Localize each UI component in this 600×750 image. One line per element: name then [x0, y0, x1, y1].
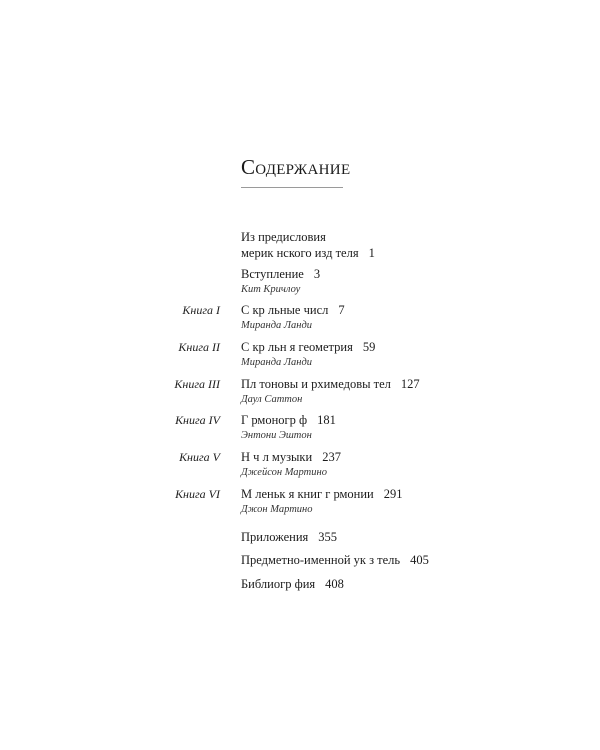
toc-entry-title-text: Пл тоновы и рхимедовы тел	[241, 377, 391, 391]
toc-entry-book-label: Книга II	[178, 340, 220, 354]
toc-entry-title	[241, 412, 336, 428]
page-title: Содержание	[241, 155, 351, 179]
toc-entry-book-label: Книга I	[182, 303, 220, 317]
toc-entry-title-continued	[241, 245, 375, 261]
toc-entry-title-text: Н ч л музыки	[241, 450, 313, 464]
toc-entry-author: Джон Мартино	[241, 504, 313, 515]
toc-entry-title-text: Предметно-именной ук з тель	[241, 553, 401, 567]
toc-entry-author: Энтони Эштон	[241, 430, 312, 441]
toc-entry-author: Джейсон Мартино	[241, 467, 327, 478]
toc-entry-page: 7	[338, 303, 345, 317]
toc-entry-title-line1: Из предисловия	[241, 230, 326, 244]
toc-entry-title	[241, 576, 344, 592]
toc-entry-author: Кит Кричлоу	[241, 284, 301, 295]
toc-entry-title-text: С кр льные числ	[241, 303, 329, 317]
toc-entry-title-text: Приложения	[241, 530, 309, 544]
toc-entry-page: 1	[368, 246, 375, 260]
toc-entry-page: 291	[383, 487, 403, 501]
toc-entry-author: Миранда Ланди	[241, 357, 313, 368]
toc-entry-title	[241, 376, 420, 392]
toc-entry-book-label: Книга VI	[175, 487, 220, 501]
toc-entry-title-text: Вступление	[241, 267, 304, 281]
toc-entry-title-line2: мерик нского изд теля	[241, 246, 359, 260]
toc-entry-title	[241, 529, 337, 545]
toc-entry-title	[241, 552, 429, 568]
toc-entry-page: 181	[317, 413, 336, 427]
toc-entry-title-text: Библиогр фия	[241, 577, 316, 591]
toc-entry-title	[241, 449, 341, 465]
toc-entry-title	[241, 266, 320, 282]
toc-entry-title-text: С кр льн я геометрия	[241, 340, 353, 354]
toc-entry-author: Миранда Ланди	[241, 320, 313, 331]
toc-entry-page: 408	[325, 577, 344, 591]
toc-entry-page: 3	[313, 267, 321, 281]
toc-entry-title-text: М леньк я книг г рмонии	[241, 487, 374, 501]
toc-entry-book-label: Книга V	[179, 450, 220, 464]
toc-entry-page: 405	[410, 553, 429, 567]
title-divider	[241, 187, 343, 188]
toc-entry-title-text: Г рмоногр ф	[241, 413, 308, 427]
toc-entry-page: 355	[318, 530, 338, 544]
toc-entry-book-label: Книга IV	[175, 413, 220, 427]
toc-entry-page: 127	[400, 377, 420, 391]
toc-entry-title	[241, 486, 402, 502]
toc-entry-book-label: Книга III	[174, 377, 220, 391]
toc-entry-title	[241, 339, 375, 355]
toc-entry-title	[241, 229, 326, 245]
toc-entry-page: 59	[362, 340, 376, 354]
toc-entry-title	[241, 302, 345, 318]
toc-entry-author: Даул Саттон	[241, 394, 303, 405]
toc-entry-page: 237	[322, 450, 341, 464]
